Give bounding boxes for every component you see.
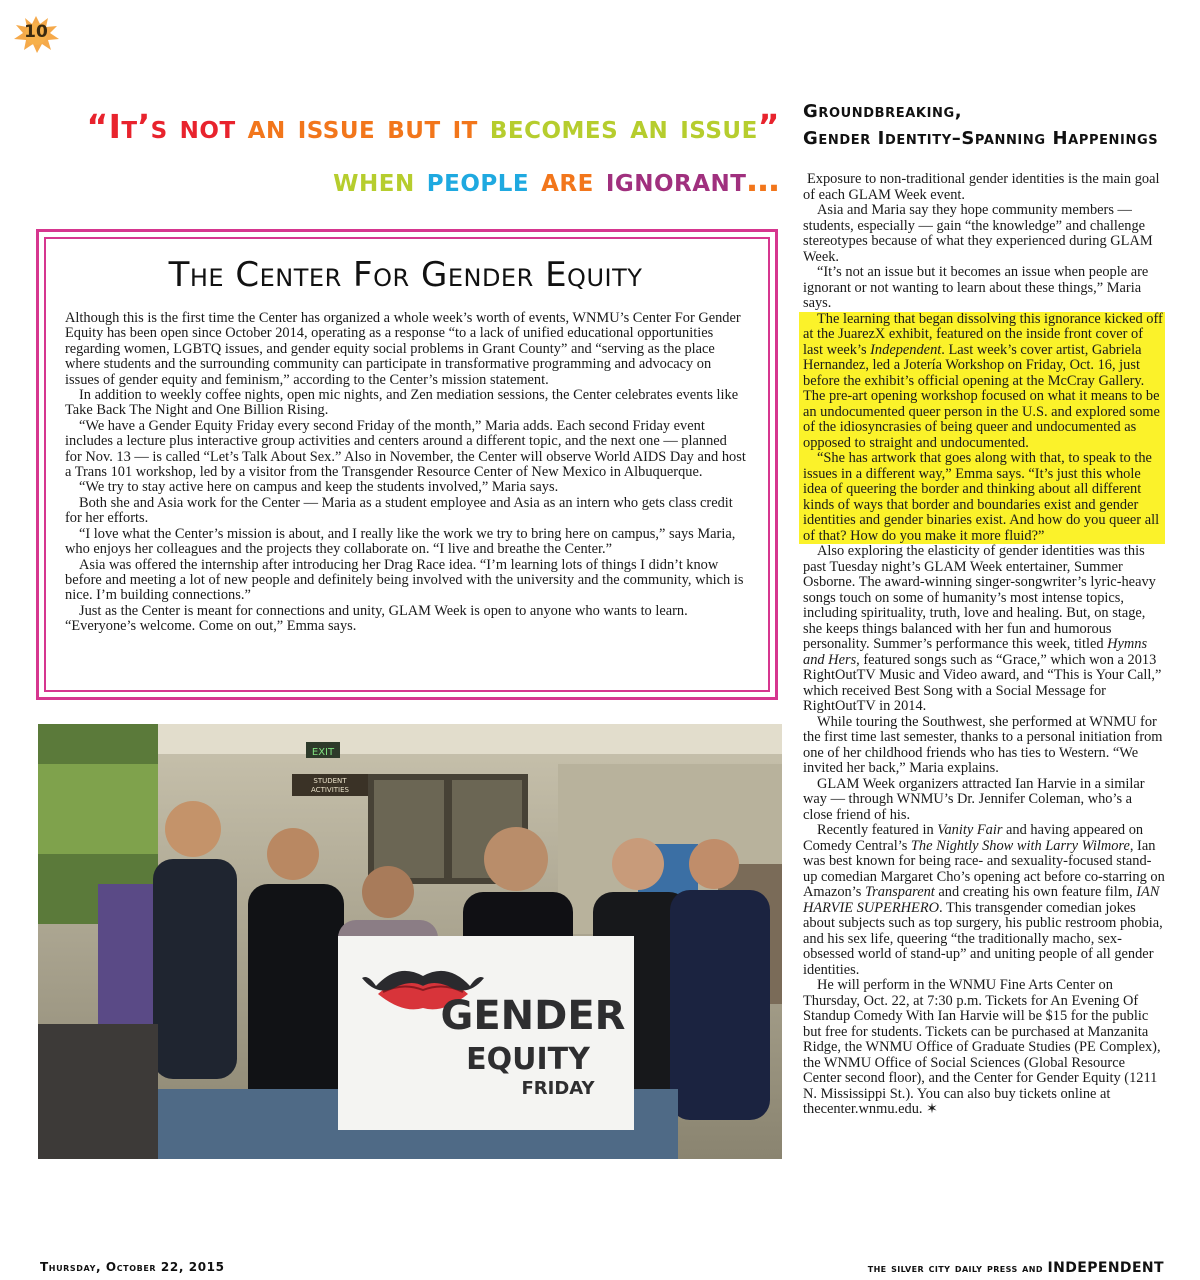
end-mark-icon: ✶: [926, 1101, 938, 1117]
article-paragraph: While touring the Southwest, she performed at WNMU for the first time last semester, thanks to a personal initiation from one of her childhood friends who has ties to Western. “We invited her back,” Maria explains.: [803, 713, 1163, 776]
pull-quote-line-2: [50, 153, 780, 206]
footer-date: Thursday, October 22, 2015: [40, 1260, 225, 1274]
sidebar-paragraph: “We have a Gender Equity Friday every second Friday of the month,” Maria adds. Each second Friday event includes a lecture plus interactive group activities and centers around a different topic, and the next one — planned for Nov. 13 — is called “Let’s Talk About Sex.” Also in November, the Center will observe World AIDS Day and host a Trans 101 workshop, led by a visitor from the Transgender Resource Center of New Mexico in Albuquerque.: [65, 417, 746, 481]
page-number: 10: [24, 22, 48, 42]
quote-segment: …: [746, 160, 780, 199]
article-paragraph: “She has artwork that goes along with that, to speak to the issues in a different way,” Emma says. “It’s just this whole idea of queering the border and thinking about all different kinds of ways that border and boundaries exist and gender identities and gender binaries exist. And how do you queer all of that? How do you make it more fluid?”: [803, 450, 1160, 544]
article-paragraph: Recently featured in Vanity Fair and having appeared on Comedy Central’s The Nightly Show with Larry Wilmore, Ian was best known for being race- and sexuality-focused stand-up comedian Margaret Cho’s opening act before co-starring on Amazon’s Transparent and creating his own feature film, IAN HARVIE SUPERHERO. This transgender comedian jokes about subjects such as top surgery, his public restroom phobia, and his sex life, queering “the traditionally macho, sex-obsessed world of stand-up” and uniting people of all gender identities.: [803, 822, 1165, 978]
quote-segment: “It’s not: [86, 107, 248, 146]
sidebar-box: [36, 229, 778, 700]
article-paragraph: Also exploring the elasticity of gender identities was this past Tuesday night’s GLAM Week entertainer, Summer Osborne. The award-winning singer-songwriter’s lyric-heavy songs touch on some of humanity’s most intense topics, including spirituality, truth, love and healing. But, on stage, she keeps things balanced with her fun and humorous personality. Summer’s performance this week, titled Hymns and Hers, featured songs such as “Grace,” which won a 2013 RightOutTV Music and Video award, and “This is Your Call,” which received Best Song with a Social Message for RightOutTV in 2014.: [803, 543, 1162, 714]
article-title: [803, 98, 1183, 152]
article-paragraph: He will perform in the WNMU Fine Arts Center on Thursday, Oct. 22, at 7:30 p.m. Tickets for An Evening Of Standup Comedy With Ian Harvie will be $15 for the public but free for students. Tickets can be purchased at Manzanita Ridge, the WNMU Office of Graduate Studies (PE Complex), the WNMU Office of Social Sciences (Global Resource Center second floor), and the Center for Gender Equity (1211 N. Mississippi St.). You can also buy tickets online at thecenter.wnmu.edu. ✶: [803, 977, 1161, 1117]
footer-paper-name: [868, 1260, 1164, 1276]
pull-quote: [50, 100, 780, 206]
article-paragraph: Asia and Maria say they hope community members — students, especially — gain “the knowledge” and challenge stereotypes because of what they experienced during GLAM Week.: [803, 202, 1153, 265]
quote-segment: when: [333, 160, 427, 199]
group-photo: [38, 724, 782, 1159]
wall-sign-text: STUDENT: [313, 777, 347, 785]
exit-sign-text: EXIT: [311, 747, 335, 758]
sidebar-paragraph: “We try to stay active here on campus and keep the students involved,” Maria says.: [79, 479, 559, 496]
article-paragraph: Exposure to non-traditional gender identities is the main goal of each GLAM Week event.: [803, 171, 1160, 203]
sidebar-title: The Center For Gender Equity: [168, 255, 643, 295]
article-paragraph: “It’s not an issue but it becomes an issue when people are ignorant or not wanting to learn about these things,” Maria says.: [803, 264, 1149, 311]
sidebar-body: [65, 311, 746, 635]
footer-paper-prefix: the silver city daily press and: [867, 1261, 1043, 1275]
article-paragraph: GLAM Week organizers attracted Ian Harvie in a similar way — through WNMU’s Dr. Jennifer Coleman, who’s a close friend of his.: [803, 775, 1145, 823]
quote-segment: are: [541, 160, 606, 199]
sign-text-friday: FRIDAY: [521, 1078, 595, 1099]
article-body: [803, 172, 1165, 1118]
sidebar-paragraph: Although this is the first time the Center has organized a whole week’s worth of events, WNMU’s Center For Gender Equity has been open since October 2014, operating as a response “to a lack of unified educational opportunities regarding women, LGBTQ issues, and gender equity social problems in Grant County” and “serving as the place where students and the surrounding community can participate in transformative programming and advocacy on issues of gender equity and feminism,” according to the Center’s mission statement.: [65, 310, 741, 388]
sidebar-paragraph: In addition to weekly coffee nights, open mic nights, and Zen mediation sessions, the Center celebrates events like Take Back The Night and One Billion Rising.: [65, 387, 739, 419]
group-photo-illustration: [38, 724, 782, 1159]
article-paragraph: The learning that began dissolving this ignorance kicked off at the JuarezX exhibit, featured on the inside front cover of last week’s Independent. Last week’s cover artist, Gabriela Hernandez, led a Jotería Workshop on Friday, Oct. 16, just before the exhibit’s official opening at the McCray Gallery. The pre-art opening workshop focused on what it means to be an undocumented queer person in the U.S. and explored some of the idiosyncrasies of being queer and undocumented as opposed to straight and undocumented.: [803, 310, 1163, 451]
gender-equity-sign: [338, 936, 634, 1130]
sign-text-equity: EQUITY: [466, 1042, 590, 1077]
wall-sign-text: ACTIVITIES: [311, 786, 349, 794]
quote-segment: becomes an issue: [489, 107, 758, 146]
highlighted-passage: [799, 312, 1165, 545]
article-title-line-1: Groundbreaking,: [803, 101, 963, 122]
pull-quote-line-1: [50, 100, 780, 153]
sidebar-paragraph: Asia was offered the internship after introducing her Drag Race idea. “I’m learning lots of things I didn’t know before and meeting a lot of new people and definitely being involved with the university and the community, which is nice. I’m building connections.”: [65, 556, 744, 604]
sign-text-gender: GENDER: [440, 993, 626, 1039]
footer-paper-title: INDEPENDENT: [1047, 1260, 1164, 1276]
quote-segment: ”: [757, 107, 780, 146]
page-number-badge: [10, 12, 62, 56]
sidebar-box-inner: [44, 237, 770, 692]
quote-segment: ignorant: [605, 160, 747, 199]
sidebar-paragraph: Just as the Center is meant for connections and unity, GLAM Week is open to anyone who wants to learn. “Everyone’s welcome. Come on out,” Emma says.: [65, 602, 688, 635]
quote-segment: people: [426, 160, 542, 199]
quote-segment: an issue but it: [247, 107, 490, 146]
sidebar-paragraph: “I love what the Center’s mission is about, and I really like the work we try to bring here on campus,” says Maria, who enjoys her colleagues and the projects they collaborate on. “I live and breathe the Center.”: [65, 525, 736, 558]
sidebar-paragraph: Both she and Asia work for the Center — Maria as a student employee and Asia as an intern who gets class credit for her efforts.: [65, 494, 733, 527]
article-title-line-2: Gender Identity–Spanning Happenings: [803, 128, 1159, 149]
